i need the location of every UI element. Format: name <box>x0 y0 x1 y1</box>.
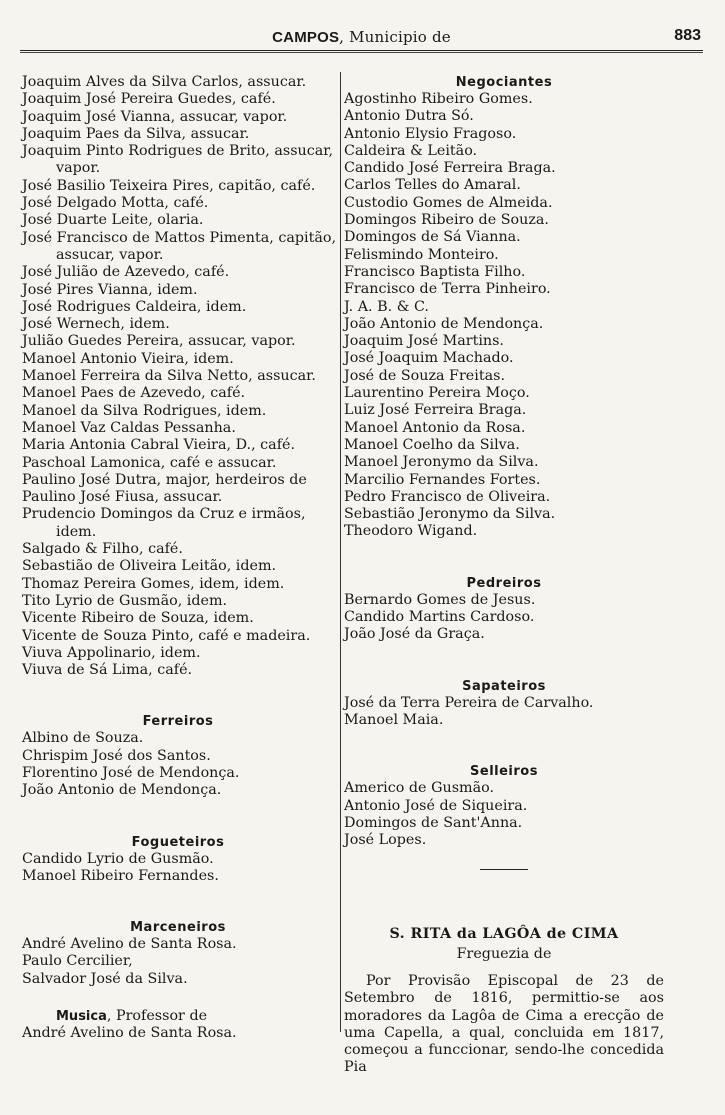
list-item: Francisco Baptista Filho. <box>344 263 526 280</box>
list-item: Domingos Ribeiro de Souza. <box>344 212 549 229</box>
list-item: Joaquim Pinto Rodrigues de Brito, assucar, <box>22 143 334 160</box>
list-item: Manoel Vaz Caldas Pessanha. <box>22 419 236 436</box>
list-item: José Joaquim Machado. <box>344 350 514 367</box>
list-item: Carlos Telles do Amaral. <box>344 177 521 194</box>
list-item: André Avelino de Santa Rosa. <box>22 936 237 953</box>
list-item: José da Terra Pereira de Carvalho. <box>344 694 594 711</box>
list-item: Manoel Jeronymo da Silva. <box>344 454 539 471</box>
list-item: Maria Antonia Cabral Vieira, D., café. <box>22 437 296 454</box>
running-title <box>20 28 703 46</box>
section-heading-marceneiros: Marceneiros <box>130 920 226 936</box>
right-column <box>344 74 664 1077</box>
list-item: Antonio Elysio Fragoso. <box>344 125 517 142</box>
proprietors-list <box>22 74 334 679</box>
list-item: Felismindo Monteiro. <box>344 246 499 263</box>
fogueteiros-list <box>22 851 334 886</box>
list-item: Albino de Souza. <box>22 730 144 747</box>
column-divider <box>340 72 341 1032</box>
list-item: Luiz José Ferreira Braga. <box>344 402 527 419</box>
rita-title: S. RITA da LAGÔA de CIMA <box>389 926 619 943</box>
selleiros-list <box>344 780 664 849</box>
list-item: Joaquim Alves da Silva Carlos, assucar. <box>22 74 307 90</box>
list-item: Manoel da Silva Rodrigues, idem. <box>22 402 267 419</box>
list-item: Joaquim José Vianna, assucar, vapor. <box>22 108 288 125</box>
page-header <box>20 24 703 51</box>
list-item: João Antonio de Mendonça. <box>344 315 544 332</box>
list-item: Agostinho Ribeiro Gomes. <box>344 91 533 107</box>
section-heading-selleiros: Selleiros <box>470 764 538 780</box>
section-heading-fogueteiros: Fogueteiros <box>131 834 225 850</box>
list-item: Manoel Ferreira da Silva Netto, assucar. <box>22 368 316 385</box>
list-item: José Francisco de Mattos Pimenta, capitão, <box>22 229 336 246</box>
list-item: Salvador José da Silva. <box>22 970 188 987</box>
running-title-rest: , Municipio de <box>339 28 451 46</box>
list-item-continuation: assucar, vapor. <box>56 246 164 263</box>
list-item: Candido Lyrio de Gusmão. <box>22 850 214 867</box>
rita-subtitle: Freguezia de <box>456 945 552 962</box>
list-item: Viuva Appolinario, idem. <box>22 644 201 661</box>
left-column <box>22 74 334 1043</box>
list-item: Thomaz Pereira Gomes, idem, idem. <box>22 575 285 592</box>
list-item: José Lopes. <box>344 832 427 849</box>
list-item: Sebastião de Oliveira Leitão, idem. <box>22 558 277 575</box>
running-title-city: CAMPOS <box>272 29 340 46</box>
list-item: Antonio Dutra Só. <box>344 108 474 125</box>
list-item-continuation: idem. <box>56 523 97 540</box>
list-item: Domingos de Sant'Anna. <box>344 814 523 831</box>
list-item: Custodio Gomes de Almeida. <box>344 194 553 211</box>
list-item: Vicente de Souza Pinto, café e madeira. <box>22 627 311 644</box>
list-item: Marcilio Fernandes Fortes. <box>344 471 541 488</box>
section-heading-ferreiros: Ferreiros <box>142 714 214 730</box>
list-item: Caldeira & Leitão. <box>344 142 478 159</box>
list-item: Manoel Maia. <box>344 711 444 728</box>
list-item: Manoel Coelho da Silva. <box>344 436 520 453</box>
musica-label: Musica <box>56 1009 107 1025</box>
list-item: Francisco de Terra Pinheiro. <box>344 281 551 298</box>
list-item: Pedro Francisco de Oliveira. <box>344 488 551 505</box>
list-item: Vicente Ribeiro de Souza, idem. <box>22 610 254 627</box>
list-item: Bernardo Gomes de Jesus. <box>344 591 536 608</box>
section-heading-negociantes: Negociantes <box>455 75 553 90</box>
list-item: José Delgado Motta, café. <box>22 195 209 212</box>
musica-rest: , Professor de <box>106 1008 208 1025</box>
list-item: Joaquim Paes da Silva, assucar. <box>22 125 250 142</box>
list-item: José Rodrigues Caldeira, idem. <box>22 298 247 315</box>
section-divider-rule <box>480 869 528 870</box>
list-item: Joaquim José Pereira Guedes, café. <box>22 91 276 108</box>
list-item: Prudencio Domingos da Cruz e irmãos, <box>22 506 306 523</box>
list-item: Americo de Gusmão. <box>344 780 495 797</box>
list-item: Candido Martins Cardoso. <box>344 609 535 626</box>
musica-name: André Avelino de Santa Rosa. <box>22 1025 237 1042</box>
list-item: Manoel Antonio Vieira, idem. <box>22 350 234 367</box>
list-item: Candido José Ferreira Braga. <box>344 160 556 177</box>
list-item: Julião Guedes Pereira, assucar, vapor. <box>22 333 296 350</box>
list-item-continuation: vapor. <box>56 160 101 177</box>
list-item: José Pires Vianna, idem. <box>22 281 198 298</box>
list-item: Domingos de Sá Vianna. <box>344 229 521 246</box>
list-item: Laurentino Pereira Moço. <box>344 385 530 402</box>
list-item: J. A. B. & C. <box>344 298 429 315</box>
section-heading-sapateiros: Sapateiros <box>462 678 546 694</box>
section-heading-pedreiros: Pedreiros <box>466 575 542 591</box>
ferreiros-list <box>22 730 334 799</box>
list-item: Manoel Ribeiro Fernandes. <box>22 867 219 884</box>
list-item: Joaquim José Martins. <box>344 333 504 350</box>
list-item: Tito Lyrio de Gusmão, idem. <box>22 592 228 609</box>
list-item: Chrispim José dos Santos. <box>22 747 211 764</box>
pedreiros-list <box>344 592 664 644</box>
list-item: Florentino José de Mendonça. <box>22 764 240 781</box>
list-item: Salgado & Filho, café. <box>22 541 183 558</box>
list-item: João Antonio de Mendonça. <box>22 782 222 799</box>
list-item: Sebastião Jeronymo da Silva. <box>344 506 556 523</box>
negociantes-list <box>344 91 664 541</box>
page-number: 883 <box>674 27 701 44</box>
list-item: Viuva de Sá Lima, café. <box>22 662 193 679</box>
list-item: Paulo Cercilier, <box>22 953 133 970</box>
list-item: Paulino José Dutra, major, herdeiros de <box>22 471 307 488</box>
list-item: José Julião de Azevedo, café. <box>22 264 230 281</box>
musica-line <box>22 1008 334 1025</box>
sapateiros-list <box>344 695 664 730</box>
rita-paragraph: Por Provisão Episcopal de 23 de Setembro de 1816, permittio-se aos moradores da Lagôa de Cima a erecção de uma Capella, a qual, concluida em 1817, começou a funccionar, sendo-lhe concedida Pia <box>344 972 664 1076</box>
marceneiros-list <box>22 936 334 988</box>
list-item: José de Souza Freitas. <box>344 367 505 384</box>
list-item: José Wernech, idem. <box>22 316 170 333</box>
list-item: Antonio José de Siqueira. <box>344 797 528 814</box>
list-item: Paschoal Lamonica, café e assucar. <box>22 454 277 471</box>
list-item: Theodoro Wigand. <box>344 523 478 540</box>
header-rule <box>20 52 703 53</box>
list-item: Manoel Antonio da Rosa. <box>344 419 526 436</box>
list-item: José Basilio Teixeira Pires, capitão, café. <box>22 177 316 194</box>
list-item: Paulino José Fiusa, assucar. <box>22 489 223 506</box>
list-item: João José da Graça. <box>344 626 485 643</box>
list-item: José Duarte Leite, olaria. <box>22 212 204 229</box>
list-item: Manoel Paes de Azevedo, café. <box>22 385 246 402</box>
